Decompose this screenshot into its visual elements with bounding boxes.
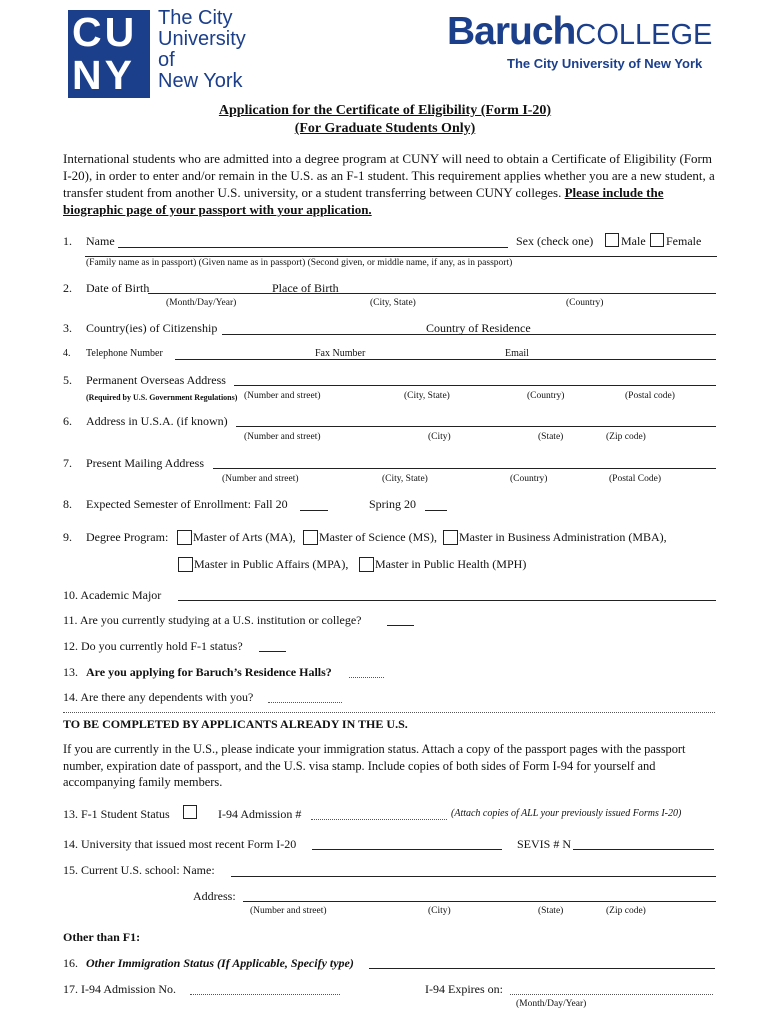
q7-label: Present Mailing Address xyxy=(86,456,204,470)
q13a-label: Are you applying for Baruch’s Residence Halls? xyxy=(86,665,332,679)
intro-paragraph xyxy=(63,150,723,218)
q13a-number: 13. xyxy=(63,665,78,679)
q1-number: 1. xyxy=(63,234,72,248)
intro-passport-note: Please include the biographic page of your passport with your application. xyxy=(63,185,664,217)
dob-field[interactable] xyxy=(148,293,716,294)
q2-hint-date: (Month/Day/Year) xyxy=(166,298,237,308)
q7-hint-street: (Number and street) xyxy=(222,474,299,484)
q9-number: 9. xyxy=(63,530,72,544)
q14a-label: 14. Are there any dependents with you? xyxy=(63,690,254,704)
q2-place-label: Place of Birth xyxy=(272,281,339,295)
mpa-label: Master in Public Affairs (MPA), xyxy=(194,557,349,571)
q17-label: 17. I-94 Admission No. xyxy=(63,982,177,996)
cuny-line2: University xyxy=(158,28,246,50)
q14b-sevis-label: SEVIS # N xyxy=(517,837,572,851)
cuny-line4: New York xyxy=(158,70,243,92)
q7-hint-postal: (Postal Code) xyxy=(609,474,661,484)
academic-major-field[interactable] xyxy=(178,600,716,601)
q5-hint-postal: (Postal code) xyxy=(625,391,675,401)
spring-year-field[interactable] xyxy=(425,510,447,511)
fall-year-field[interactable] xyxy=(300,510,328,511)
q9-label: Degree Program: xyxy=(86,530,169,544)
us-address-field[interactable] xyxy=(236,426,716,427)
residence-halls-field[interactable] xyxy=(349,677,384,678)
section-divider xyxy=(63,712,715,713)
ma-label: Master of Arts (MA), xyxy=(193,530,296,544)
other-status-field[interactable] xyxy=(369,968,715,969)
q7-hint-country: (Country) xyxy=(510,474,548,484)
q13b-attach-note: (Attach copies of ALL your previously issued Forms I-20) xyxy=(451,808,682,819)
checkbox-mba[interactable] xyxy=(443,530,458,545)
cuny-line3: of xyxy=(158,49,175,71)
baruch-logo xyxy=(447,10,712,54)
phone-field[interactable] xyxy=(175,359,716,360)
q8-spring-label: Spring 20 xyxy=(369,497,417,511)
q5-note: (Required by U.S. Government Regulations) xyxy=(86,393,238,402)
q6-hint-street: (Number and street) xyxy=(244,432,321,442)
q5-number: 5. xyxy=(63,373,72,387)
q4-email-label: Email xyxy=(505,348,529,359)
q2-hint-city: (City, State) xyxy=(370,298,416,308)
q15-label: 15. Current U.S. school: Name: xyxy=(63,863,215,877)
q2-hint-country: (Country) xyxy=(566,298,604,308)
dependents-field[interactable] xyxy=(268,702,342,703)
cuny-logo-text xyxy=(158,8,246,92)
q4-fax-label: Fax Number xyxy=(315,348,366,359)
q6-label: Address in U.S.A. (if known) xyxy=(86,414,228,428)
i94-expires-field[interactable] xyxy=(510,994,713,995)
q8-label: Expected Semester of Enrollment: Fall 20 xyxy=(86,497,288,511)
q16-number: 16. xyxy=(63,956,78,970)
form-title: Application for the Certificate of Eligibility (Form I-20) xyxy=(218,103,552,118)
q17-expires-label: I-94 Expires on: xyxy=(425,982,503,996)
q5-hint-city: (City, State) xyxy=(404,391,450,401)
form-subtitle: (For Graduate Students Only) xyxy=(294,121,476,136)
q1-label: Name xyxy=(86,234,115,248)
q15-address-label: Address: xyxy=(193,889,236,903)
i94-admission-field[interactable] xyxy=(311,819,447,820)
checkbox-male[interactable] xyxy=(605,233,619,247)
checkbox-ma[interactable] xyxy=(177,530,192,545)
mph-label: Master in Public Health (MPH) xyxy=(375,557,527,571)
checkbox-ms[interactable] xyxy=(303,530,318,545)
university-i20-field[interactable] xyxy=(312,849,502,850)
q5-hint-street: (Number and street) xyxy=(244,391,321,401)
q7-hint-city: (City, State) xyxy=(382,474,428,484)
cuny-logo-top: CU xyxy=(72,9,138,55)
q8-number: 8. xyxy=(63,497,72,511)
q17-i94-field[interactable] xyxy=(190,994,340,995)
q6-hint-state: (State) xyxy=(538,432,564,442)
q6-number: 6. xyxy=(63,414,72,428)
f1-status-field[interactable] xyxy=(259,651,286,652)
q4-label: Telephone Number xyxy=(86,348,163,359)
q13b-i94-label: I-94 Admission # xyxy=(218,807,302,821)
female-label: Female xyxy=(666,234,702,248)
section-heading: TO BE COMPLETED BY APPLICANTS ALREADY IN THE U.S. xyxy=(63,717,408,731)
q12-label: 12. Do you currently hold F-1 status? xyxy=(63,639,243,653)
q15-hint-state: (State) xyxy=(538,906,564,916)
q16-label: Other Immigration Status (If Applicable, Specify type) xyxy=(86,956,354,970)
q14b-label: 14. University that issued most recent Form I-20 xyxy=(63,837,297,851)
checkbox-mph[interactable] xyxy=(359,557,374,572)
q13b-label: 13. F-1 Student Status xyxy=(63,807,170,821)
baruch-name: Baruch xyxy=(447,10,576,53)
q17-hint-date: (Month/Day/Year) xyxy=(516,999,587,1009)
school-name-field[interactable] xyxy=(231,876,716,877)
name-field[interactable] xyxy=(118,247,508,248)
q15-hint-city: (City) xyxy=(428,906,451,916)
other-heading: Other than F1: xyxy=(63,930,141,944)
q1-hint: (Family name as in passport) (Given name as in passport) (Second given, or middle name, if any, as in passport) xyxy=(86,258,513,268)
q3-residence-label: Country of Residence xyxy=(426,321,531,335)
sevis-field[interactable] xyxy=(573,849,714,850)
q15-hint-zip: (Zip code) xyxy=(606,906,646,916)
q1-sex-label: Sex (check one) xyxy=(516,234,594,248)
citizenship-field[interactable] xyxy=(222,334,716,335)
checkbox-f1-status[interactable] xyxy=(183,805,197,819)
q2-number: 2. xyxy=(63,281,72,295)
q2-label: Date of Birth xyxy=(86,281,150,295)
male-label: Male xyxy=(621,234,646,248)
q11-label: 11. Are you currently studying at a U.S. institution or college? xyxy=(63,613,362,627)
cuny-logo xyxy=(68,10,150,98)
studying-us-field[interactable] xyxy=(387,625,414,626)
cuny-logo-bottom: NY xyxy=(72,52,135,98)
q10-label: 10. Academic Major xyxy=(63,588,162,602)
q3-number: 3. xyxy=(63,321,72,335)
checkbox-mpa[interactable] xyxy=(178,557,193,572)
name-field-underline xyxy=(85,256,717,257)
q15-hint-street: (Number and street) xyxy=(250,906,327,916)
q5-label: Permanent Overseas Address xyxy=(86,373,226,387)
baruch-subtitle: The City University of New York xyxy=(507,56,703,71)
section-paragraph: If you are currently in the U.S., please indicate your immigration status. Attach a copy of the passport pages with the passport number, expiration date of passport, and the U.S. visa stamp. Include copies of both sides of Form I-94 for yourself and accompanying family members. xyxy=(63,742,686,789)
q7-number: 7. xyxy=(63,456,72,470)
ms-label: Master of Science (MS), xyxy=(319,530,437,544)
overseas-address-field[interactable] xyxy=(234,385,716,386)
checkbox-female[interactable] xyxy=(650,233,664,247)
intro-text: International students who are admitted into a degree program at CUNY will need to obtain a Certificate of Eligibility (Form I-20), in order to enter and/or remain in the U.S. as an F-1 student. This requirement applies whether you are a new student, a transfer student from another U.S. university, or a student transferring between CUNY colleges. xyxy=(63,151,715,200)
q6-hint-zip: (Zip code) xyxy=(606,432,646,442)
q4-number: 4. xyxy=(63,348,71,359)
q5-hint-country: (Country) xyxy=(527,391,565,401)
q6-hint-city: (City) xyxy=(428,432,451,442)
cuny-line1: The City xyxy=(158,7,233,29)
baruch-college: COLLEGE xyxy=(575,19,713,51)
school-address-field[interactable] xyxy=(243,901,716,902)
q3-label: Country(ies) of Citizenship xyxy=(86,321,218,335)
mailing-address-field[interactable] xyxy=(213,468,716,469)
mba-label: Master in Business Administration (MBA), xyxy=(459,530,667,544)
